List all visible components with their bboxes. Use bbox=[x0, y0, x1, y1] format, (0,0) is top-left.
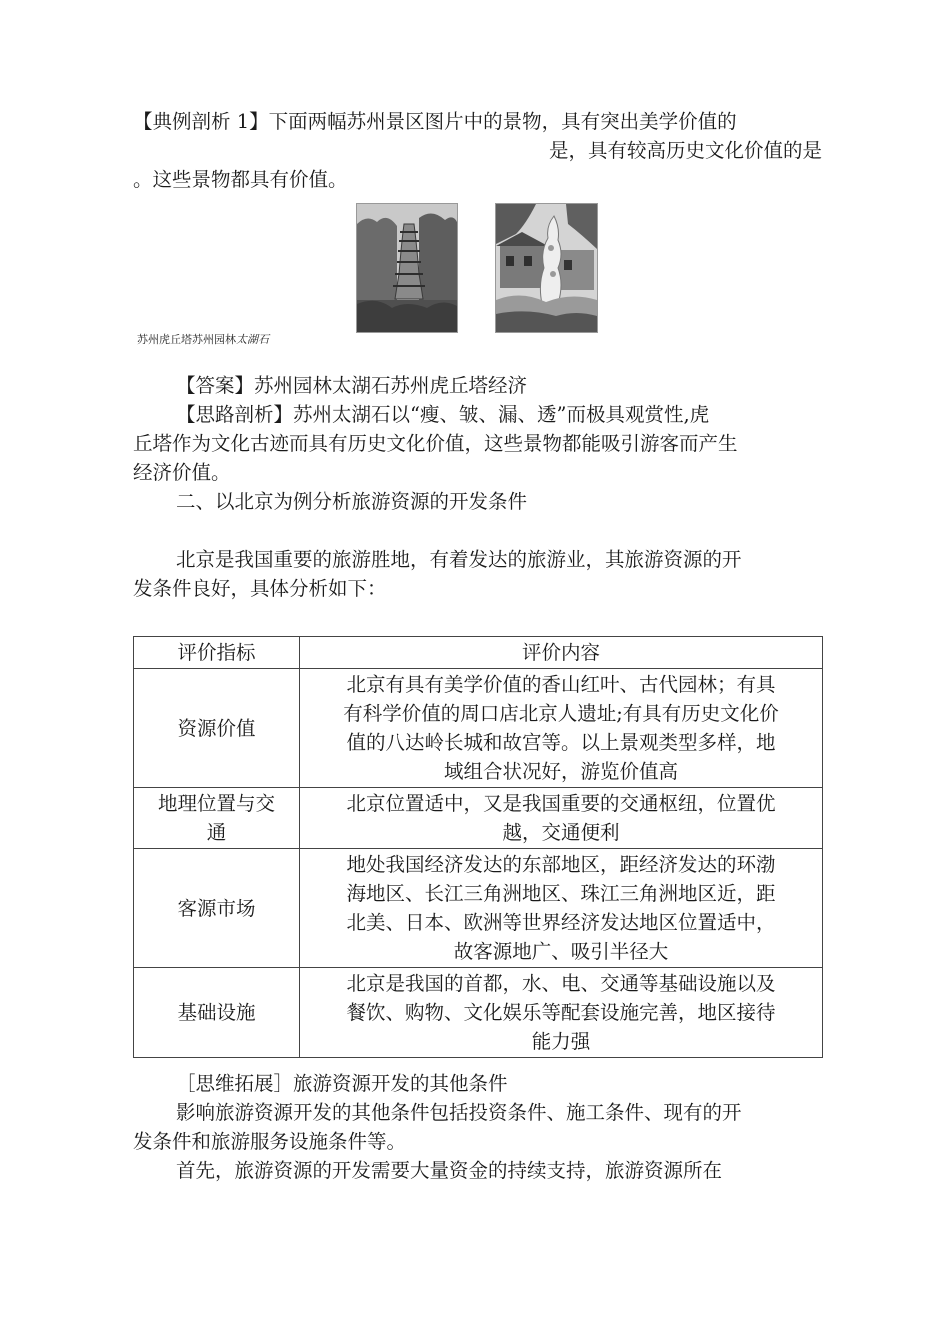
caption-text: 苏州虎丘塔苏州园林 bbox=[137, 333, 236, 346]
example-line-3: 。这些景物都具有价值。 bbox=[133, 168, 348, 191]
analysis-line-2: 丘塔作为文化古迹而具有历史文化价值，这些景物都能吸引游客而产生 bbox=[133, 432, 738, 455]
row-content bbox=[300, 849, 823, 968]
row-content-line: 北美、日本、欧洲等世界经济发达地区位置适中， bbox=[346, 911, 776, 934]
row-label-line: 客源市场 bbox=[177, 896, 256, 920]
analysis-line-3: 经济价值。 bbox=[133, 461, 231, 484]
row-content bbox=[300, 669, 823, 788]
row-content-line: 北京是我国的首都，水、电、交通等基础设施以及 bbox=[346, 972, 776, 995]
taihu-stone-image bbox=[496, 204, 597, 332]
row-label bbox=[134, 968, 300, 1058]
caption-italic-text: 太湖石 bbox=[236, 333, 269, 346]
row-content-line: 有科学价值的周口店北京人遗址;有具有历史文化价 bbox=[343, 702, 779, 725]
taihu-stone-photo bbox=[495, 203, 598, 333]
header-indicator: 评价指标 bbox=[134, 637, 300, 669]
table-row bbox=[134, 849, 823, 968]
intro-line-1: 北京是我国重要的旅游胜地，有着发达的旅游业，其旅游资源的开 bbox=[176, 548, 742, 571]
example-line-1: 【典例剖析 1】下面两幅苏州景区图片中的景物，具有突出美学价值的 bbox=[133, 110, 737, 133]
extension-title: ［思维拓展］旅游资源开发的其他条件 bbox=[176, 1072, 508, 1095]
row-content bbox=[300, 968, 823, 1058]
row-label bbox=[134, 788, 300, 849]
answer-line: 【答案】苏州园林太湖石苏州虎丘塔经济 bbox=[176, 374, 528, 397]
row-content-line: 能力强 bbox=[531, 1030, 591, 1053]
row-content-line: 故客源地广、吸引半径大 bbox=[453, 940, 669, 963]
row-label-line: 基础设施 bbox=[177, 1001, 256, 1024]
section-title: 二、以北京为例分析旅游资源的开发条件 bbox=[176, 490, 528, 513]
row-content-line: 域组合状况好，游览价值高 bbox=[443, 760, 678, 783]
row-content-line: 地处我国经济发达的东部地区，距经济发达的环渤 bbox=[346, 853, 776, 876]
row-content bbox=[300, 788, 823, 849]
table-row bbox=[134, 968, 823, 1058]
extension-p1-line-2: 发条件和旅游服务设施条件等。 bbox=[133, 1130, 407, 1153]
row-label-line: 资源价值 bbox=[177, 716, 256, 740]
tiger-hill-pagoda-photo bbox=[356, 203, 458, 333]
row-content-line: 海地区、长江三角洲地区、珠江三角洲地区近，距 bbox=[346, 882, 776, 905]
table-header-row bbox=[134, 637, 823, 669]
row-content-line: 餐饮、购物、文化娱乐等配套设施完善，地区接待 bbox=[346, 1001, 776, 1024]
row-content-line: 北京位置适中，又是我国重要的交通枢纽，位置优 bbox=[346, 792, 776, 815]
table-row bbox=[134, 788, 823, 849]
table-row bbox=[134, 669, 823, 788]
row-label-line: 地理位置与交 bbox=[157, 792, 275, 815]
row-label-line: 通 bbox=[206, 821, 227, 844]
extension-p1-line-1: 影响旅游资源开发的其他条件包括投资条件、施工条件、现有的开 bbox=[176, 1101, 742, 1124]
pagoda-image bbox=[357, 204, 457, 332]
row-content-line: 越，交通便利 bbox=[502, 821, 620, 844]
row-content-line: 北京有具有美学价值的香山红叶、古代园林；有具 bbox=[346, 673, 776, 696]
example-line-2: 是，具有较高历史文化价值的是 bbox=[548, 139, 822, 162]
analysis-line-1: 【思路剖析】苏州太湖石以“瘦、皱、漏、透”而极具观赏性,虎 bbox=[176, 403, 710, 426]
extension-p2-line-1: 首先，旅游资源的开发需要大量资金的持续支持，旅游资源所在 bbox=[176, 1159, 723, 1182]
row-label bbox=[134, 669, 300, 788]
row-content-line: 值的八达岭长城和故宫等。以上景观类型多样，地 bbox=[346, 731, 776, 754]
evaluation-table bbox=[133, 636, 823, 1058]
header-content: 评价内容 bbox=[300, 637, 823, 669]
intro-line-2: 发条件良好，具体分析如下： bbox=[133, 577, 387, 600]
row-label bbox=[134, 849, 300, 968]
figure-caption bbox=[137, 333, 269, 347]
